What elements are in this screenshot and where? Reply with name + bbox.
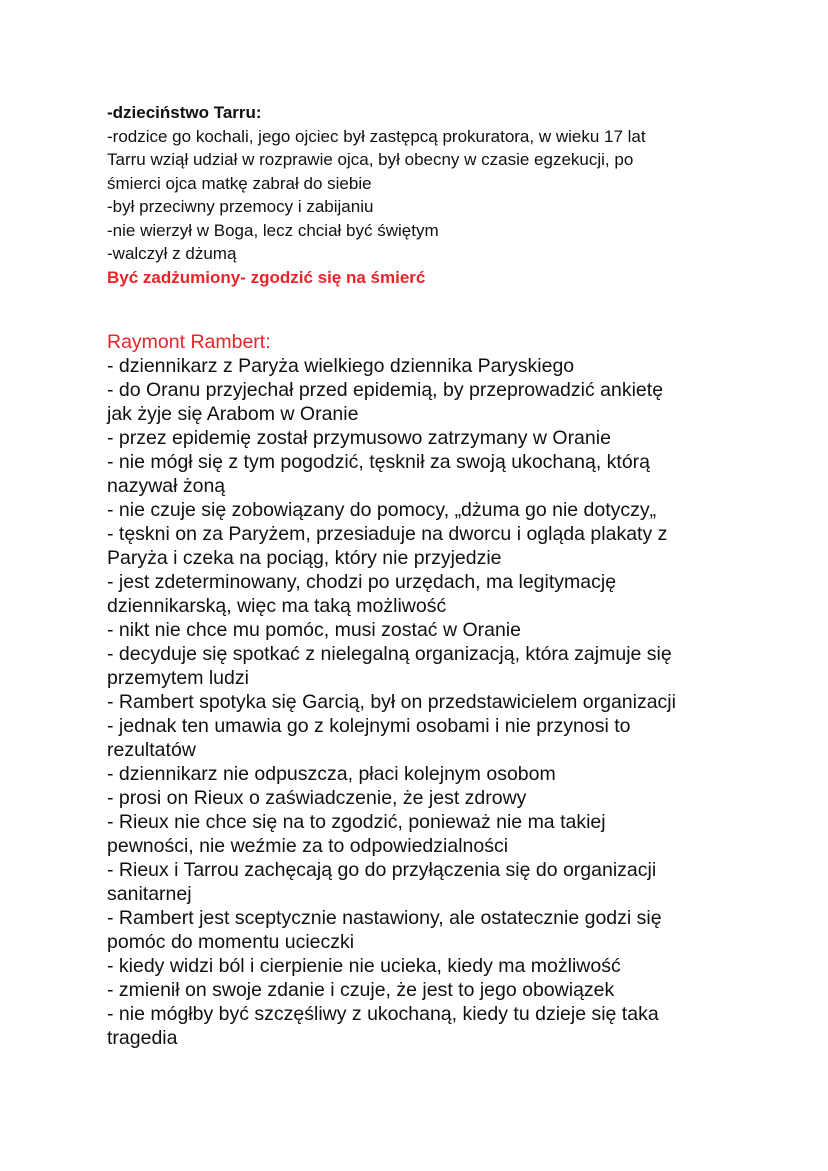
rambert-item: - nie mógłby być szczęśliwy z ukochaną, kiedy tu dzieje się taka tragedia xyxy=(107,1003,659,1049)
rambert-item: - jednak ten umawia go z kolejnymi osobami i nie przynosi to rezultatów xyxy=(107,715,631,761)
rambert-item: - zmienił on swoje zdanie i czuje, że jest to jego obowiązek xyxy=(107,979,615,1001)
rambert-item: - dziennikarz nie odpuszcza, płaci kolejnym osobom xyxy=(107,763,556,785)
rambert-item: - tęskni on za Paryżem, przesiaduje na dworcu i ogląda plakaty z Paryża i czeka na pociąg, który nie przyjedzie xyxy=(107,523,668,569)
tarrou-line: Tarru wziął udział w rozprawie ojca, był obecny w czasie egzekucji, po xyxy=(107,150,634,169)
rambert-item: - decyduje się spotkać z nielegalną organizacją, która zajmuje się przemytem ludzi xyxy=(107,643,672,689)
tarrou-section xyxy=(107,101,767,289)
rambert-heading: Raymont Rambert: xyxy=(107,331,271,353)
rambert-item: - kiedy widzi ból i cierpienie nie ucieka, kiedy ma możliwość xyxy=(107,955,621,977)
rambert-item: - Rieux nie chce się na to zgodzić, ponieważ nie ma takiej pewności, nie weźmie za to odpowiedzialności xyxy=(107,811,606,857)
tarrou-line: śmierci ojca matkę zabrał do siebie xyxy=(107,173,372,193)
rambert-item: - Rieux i Tarrou zachęcają go do przyłączenia się do organizacji sanitarnej xyxy=(107,859,657,905)
tarrou-highlight: Być zadżumiony- zgodzić się na śmierć xyxy=(107,267,426,287)
tarrou-line: -walczył z dżumą xyxy=(107,244,237,263)
rambert-item: - Rambert jest sceptycznie nastawiony, ale ostatecznie godzi się pomóc do momentu ucieczki xyxy=(107,907,662,953)
rambert-item: - nikt nie chce mu pomóc, musi zostać w Oranie xyxy=(107,619,521,641)
tarrou-line: -rodzice go kochali, jego ojciec był zastępcą prokuratora, w wieku 17 lat xyxy=(107,126,646,146)
rambert-item: - Rambert spotyka się Garcią, był on przedstawicielem organizacji xyxy=(107,691,676,713)
rambert-item: - przez epidemię został przymusowo zatrzymany w Oranie xyxy=(107,427,611,449)
rambert-item: - dziennikarz z Paryża wielkiego dziennika Paryskiego xyxy=(107,355,575,377)
rambert-item: - nie czuje się zobowiązany do pomocy, „dżuma go nie dotyczy„ xyxy=(107,499,657,521)
tarrou-heading: -dzieciństwo Tarru: xyxy=(107,103,262,122)
rambert-item: - prosi on Rieux o zaświadczenie, że jest zdrowy xyxy=(107,787,527,809)
rambert-item: - do Oranu przyjechał przed epidemią, by przeprowadzić ankietę jak żyje się Arabom w Oranie xyxy=(107,379,664,425)
rambert-section xyxy=(107,330,767,1050)
rambert-item: - nie mógł się z tym pogodzić, tęsknił za swoją ukochaną, którą nazywał żoną xyxy=(107,451,651,497)
tarrou-line: -był przeciwny przemocy i zabijaniu xyxy=(107,197,374,216)
tarrou-line: -nie wierzył w Boga, lecz chciał być świętym xyxy=(107,220,439,240)
rambert-item: - jest zdeterminowany, chodzi po urzędach, ma legitymację dziennikarską, więc ma taką możliwość xyxy=(107,571,617,617)
